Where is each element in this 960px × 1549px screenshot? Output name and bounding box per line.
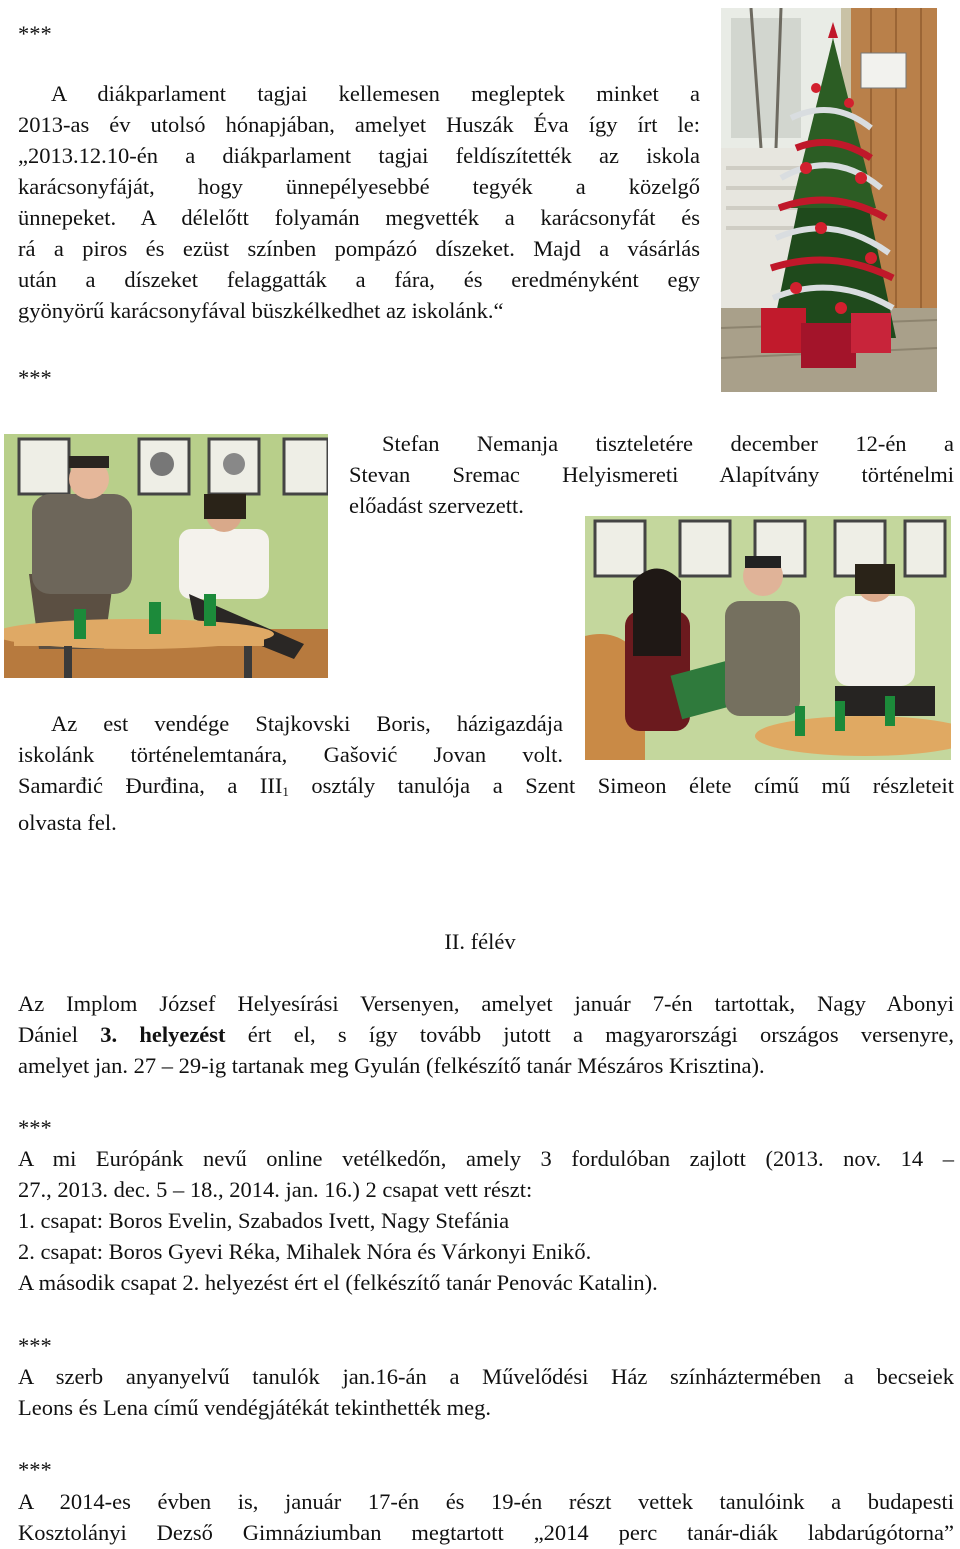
separator-stars: *** [18,1457,52,1482]
text-line: A szerb anyanyelvű tanulók jan.16-án a Művelődési Ház színháztermében a becseiek [18,1364,954,1389]
text-line: A második csapat 2. helyezést ért el (felkészítő tanár Penovác Katalin). [18,1270,658,1295]
paragraph-theatre [18,1361,954,1423]
text-line: 1. csapat: Boros Evelin, Szabados Ivett, Nagy Stefánia [18,1208,510,1233]
text-line: „2013.12.10-én a diákparlament tagjai feldíszítették az iskola [18,143,700,168]
placement-highlight: 3. helyezést [100,1022,226,1047]
separator-stars: *** [18,21,52,46]
paragraph-evening-guest-cont [18,770,954,838]
text-line: ünnepeket. A délelőtt folyamán megvették a karácsonyfát és [18,205,700,230]
text-line: előadást szervezett. [349,493,524,518]
text-line: olvasta fel. [18,810,117,835]
text-line: Stevan Sremac Helyismereti Alapítvány történelmi [349,462,954,487]
text-line: 27., 2013. dec. 5 – 18., 2014. jan. 16.) 2 csapat vett részt: [18,1177,533,1202]
text-line: iskolánk történelemtanára, Gašović Jovan volt. [18,742,563,767]
paragraph-christmas-tree [18,78,700,326]
text-line: gyönyörű karácsonyfával büszkélkedhet az iskolánk.“ [18,298,504,323]
text-line: A mi Európánk nevű online vetélkedőn, amely 3 fordulóban zajlott (2013. nov. 14 – [18,1146,954,1171]
text-line: után a díszeket felaggatták a fára, és eredményként egy [18,267,700,292]
text-line: Dániel 3. helyezést ért el, s így tovább jutott a magyarországi országos versenyre, [18,1022,954,1047]
paragraph-football [18,1486,954,1548]
text-line: A 2014-es évben is, január 17-én és 19-én részt vettek tanulóink a budapesti [18,1489,954,1514]
text-line: 2. csapat: Boros Gyevi Réka, Mihalek Nóra és Várkonyi Enikő. [18,1239,592,1264]
paragraph-spelling-contest [18,988,954,1081]
separator-stars: *** [18,365,52,390]
text-line: karácsonyfáját, hogy ünnepélyesebbé tegyék a közelgő [18,174,700,199]
text-line: 2013-as év utolsó hónapjában, amelyet Huszák Éva így írt le: [18,112,700,137]
separator-stars: *** [18,1115,52,1140]
text-line: rá a piros és ezüst színben pompázó díszeket. Majd a vásárlás [18,236,700,261]
text-line: Az est vendége Stajkovski Boris, házigazdája [51,711,563,736]
text-line: Samarđić Đurđina, a $III_1$ osztály tanulója a Szent Simeon élete című mű részleteit [18,773,954,799]
semester-heading: II. félév [444,929,516,954]
text-line: amelyet jan. 27 – 29-ig tartanak meg Gyulán (felkészítő tanár Mészáros Krisztina). [18,1053,765,1078]
text-line: Leons és Lena című vendégjátékát tekinthették meg. [18,1395,491,1420]
paragraph-online-quiz [18,1143,954,1298]
paragraph-lecture [349,428,954,521]
text-line: Stefan Nemanja tiszteletére december 12-én a [382,431,954,456]
paragraph-evening-guest [18,708,563,770]
lecture-photo-speakers [4,434,328,678]
separator-stars: *** [18,1333,52,1358]
text-line: Kosztolányi Dezső Gimnáziumban megtartott „2014 perc tanár-diák labdarúgótorna” [18,1520,954,1545]
lecture-photo-audience [585,516,951,760]
text-line: Az Implom József Helyesírási Versenyen, amelyet január 7-én tartottak, Nagy Abonyi [18,991,954,1016]
christmas-tree-photo [721,8,937,392]
text-line: A diákparlament tagjai kellemesen megleptek minket a [51,81,700,106]
